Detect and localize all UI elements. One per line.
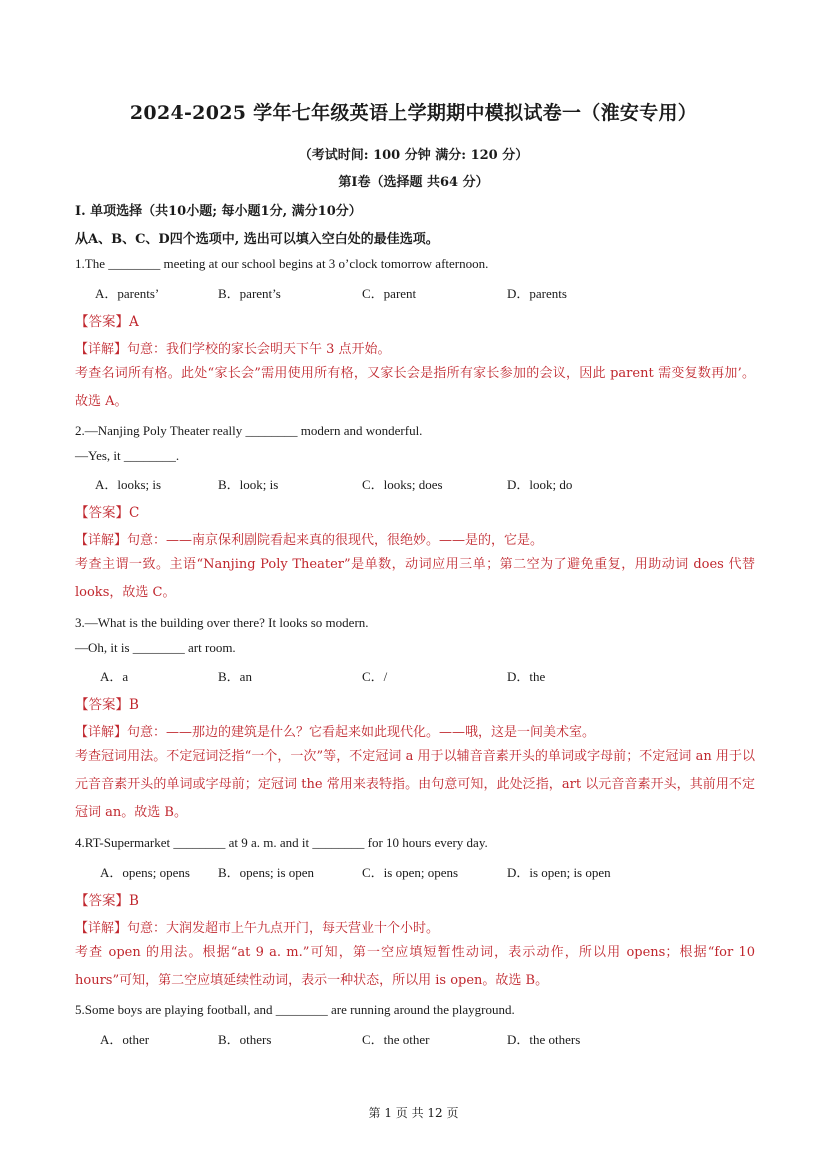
question-3-detail: 【详解】句意：——那边的建筑是什么？它看起来如此现代化。——哦，这是一间美术室。: [75, 725, 596, 740]
question-2-explanation: 考查主谓一致。主语“Nanjing Poly Theater”是单数，动词应用三单；第二空为了避免重复，用助动词 does 代替 looks，故选 C。: [75, 557, 755, 600]
page-footer: 第 1 页 共 12 页: [368, 1106, 459, 1120]
question-2-stem: 2.—Nanjing Poly Theater really ________ modern and wonderful.: [75, 423, 423, 438]
question-1-answer: 【答案】A: [75, 314, 139, 330]
question-2-detail: 【详解】句意：——南京保利剧院看起来真的很现代，很绝妙。——是的，它是。: [75, 533, 544, 548]
page-title: 2024-2025 学年七年级英语上学期期中模拟试卷一（淮安专用）: [129, 102, 698, 124]
question-5-option-d: D．the others: [507, 1032, 581, 1047]
question-5-option-c: C．the other: [362, 1032, 430, 1047]
question-2-answer: 【答案】C: [75, 505, 140, 521]
question-4-stem: 4.RT-Supermarket ________ at 9 a. m. and it ________ for 10 hours every day.: [75, 835, 488, 850]
question-5-option-b: B．others: [218, 1032, 272, 1047]
question-2-option-c: C．looks; does: [362, 477, 443, 492]
section-instruction: 从A、B、C、D四个选项中, 选出可以填入空白处的最佳选项。: [75, 232, 439, 247]
question-3-option-b: B．an: [218, 669, 252, 684]
question-1-option-b: B．parent’s: [218, 286, 281, 301]
question-4-option-d: D．is open; is open: [507, 865, 611, 880]
question-1-detail: 【详解】句意：我们学校的家长会明天下午 3 点开始。: [75, 342, 391, 357]
question-2-stem-reply: —Yes, it ________.: [75, 448, 180, 463]
question-3-stem: 3.—What is the building over there? It looks so modern.: [75, 615, 369, 630]
part-heading: 第Ⅰ卷（选择题 共64 分）: [338, 175, 489, 190]
question-1-option-a: A．parents’: [95, 286, 160, 301]
question-4-answer: 【答案】B: [75, 893, 139, 909]
question-5-stem: 5.Some boys are playing football, and ________ are running around the playground.: [75, 1002, 515, 1017]
question-5-option-a: A．other: [100, 1032, 150, 1047]
question-1-explanation: 考查名词所有格。此处“家长会”需用使用所有格，又家长会是指所有家长参加的会议，因此 parent 需变复数再加’。故选 A。: [75, 366, 755, 409]
question-4-explanation: 考查 open 的用法。根据“at 9 a. m.”可知，第一空应填短暂性动词，表示动作，所以用 opens；根据“for 10 hours”可知，第二空应填延续性动词，表示一种状态，所以用 is open。故选 B。: [75, 945, 755, 988]
question-3-option-c: C．/: [362, 669, 388, 684]
question-1-option-c: C．parent: [362, 286, 417, 301]
question-2-option-a: A．looks; is: [95, 477, 162, 492]
question-2-option-b: B．look; is: [218, 477, 279, 492]
question-2-option-d: D．look; do: [507, 477, 573, 492]
question-3-option-a: A．a: [100, 669, 129, 684]
exam-info: （考试时间: 100 分钟 满分: 120 分）: [298, 148, 529, 163]
question-4-detail: 【详解】句意：大润发超市上午九点开门，每天营业十个小时。: [75, 921, 440, 936]
question-1-option-d: D．parents: [507, 286, 567, 301]
question-3-option-d: D．the: [507, 669, 546, 684]
question-3-explanation: 考查冠词用法。不定冠词泛指“一个，一次”等，不定冠词 a 用于以辅音音素开头的单词或字母前；不定冠词 an 用于以元音音素开头的单词或字母前；定冠词 the 常用来表特指。由句意可知，此处泛指，art 以元音音素开头，其前用不定冠词 an。故选 B。: [75, 749, 755, 820]
question-1-stem: 1.The ________ meeting at our school begins at 3 o’clock tomorrow afternoon.: [75, 256, 489, 271]
question-4-option-c: C．is open; opens: [362, 865, 459, 880]
question-4-option-a: A．opens; opens: [100, 865, 190, 880]
question-3-answer: 【答案】B: [75, 697, 139, 713]
question-4-option-b: B．opens; is open: [218, 865, 315, 880]
section-heading: I. 单项选择（共10小题; 每小题1分, 满分10分）: [75, 204, 362, 219]
question-3-stem-reply: —Oh, it is ________ art room.: [75, 640, 236, 655]
